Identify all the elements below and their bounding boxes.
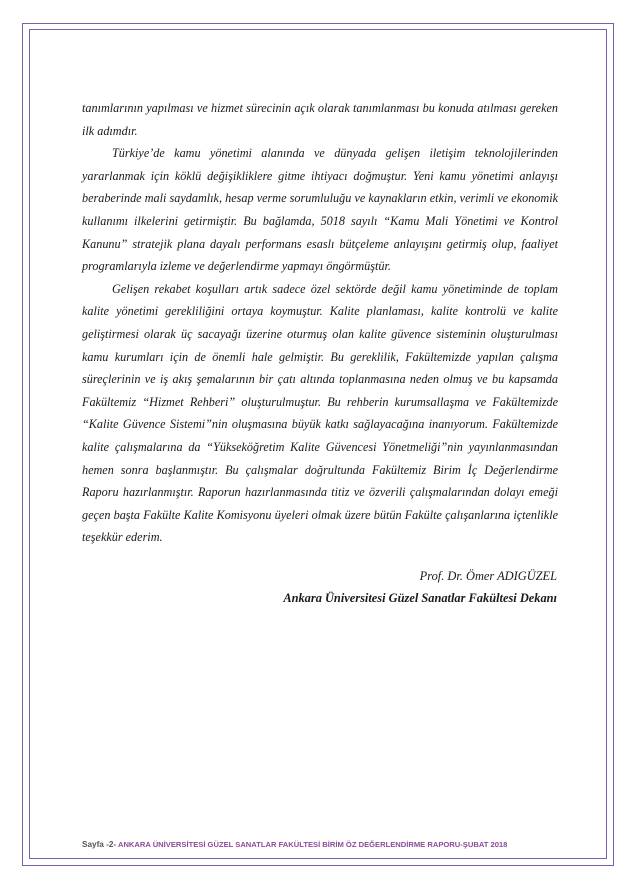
footer-report-title: ANKARA ÜNİVERSİTESİ GÜZEL SANATLAR FAKÜLTESİ BİRİM ÖZ DEĞERLENDİRME RAPORU-ŞUBAT 2018: [116, 840, 508, 849]
page-number: Sayfa -2-: [82, 840, 117, 849]
signatory-name: Prof. Dr. Ömer ADIGÜZEL: [419, 569, 557, 583]
signatory-title: Ankara Üniversitesi Güzel Sanatlar Fakültesi Dekanı: [283, 591, 557, 605]
body-text: [82, 97, 558, 549]
signature-block: [200, 565, 557, 609]
paragraph-quality-management: Gelişen rekabet koşulları artık sadece özel sektörde değil kamu yönetiminde de toplam kalite yönetimi gerekliliğini ortaya koymuştur. Kalite planlaması, kalite kontrolü ve kalite geliştirmesi olarak üç sacayağı üzerine oturmuş olan kalite güvence sisteminin oluşturulması kamu kurumları için de önemli hale gelmiştir. Bu gereklilik, Fakültemizde yapılan çalışma süreçlerinin ve iş akış şemalarının bir çatı altında toplanmasına neden olmuş ve bu kapsamda Fakültemiz “Hizmet Rehberi” oluşturulmuştur. Bu rehberin kurumsallaşma ve Fakültemizde “Kalite Güvence Sistemi”nin oluşmasına büyük katkı sağlayacağına inanıyorum. Fakültemizde kalite çalışmalarına da “Yükseköğretim Kalite Güvencesi Yönetmeliği”nin yayınlanmasından hemen sonra başlanmıştır. Bu çalışmalar doğrultunda Fakültemiz Birim İç Değerlendirme Raporu hazırlanmıştır. Raporun hazırlanmasında titiz ve özverili çalışmalarından dolayı emeği geçen başta Fakülte Kalite Komisyonu üyeleri olmak üzere bütün Fakülte çalışanlarına içtenlikle teşekkür ederim.: [82, 281, 558, 545]
page-footer: [82, 840, 602, 849]
paragraph-continuation: tanımlarının yapılması ve hizmet sürecinin açık olarak tanımlanması bu konuda atılması gereken ilk adımdır.: [82, 101, 558, 138]
paragraph-public-administration: Türkiye’de kamu yönetimi alanında ve dünyada gelişen iletişim teknolojilerinden yararlanmak için köklü değişikliklere gitme ihtiyacı doğmuştur. Yeni kamu yönetimi anlayışı beraberinde mali saydamlık, hesap verme sorumluluğu ve kaynakların etkin, verimli ve ekonomik kullanımı ilkelerini getirmiştir. Bu bağlamda, 5018 sayılı “Kamu Mali Yönetimi ve Kontrol Kanunu” stratejik plana dayalı performans esaslı bütçeleme anlayışını getirmiş olup, faaliyet programlarıyla izleme ve değerlendirme yapmayı öngörmüştür.: [82, 146, 558, 274]
